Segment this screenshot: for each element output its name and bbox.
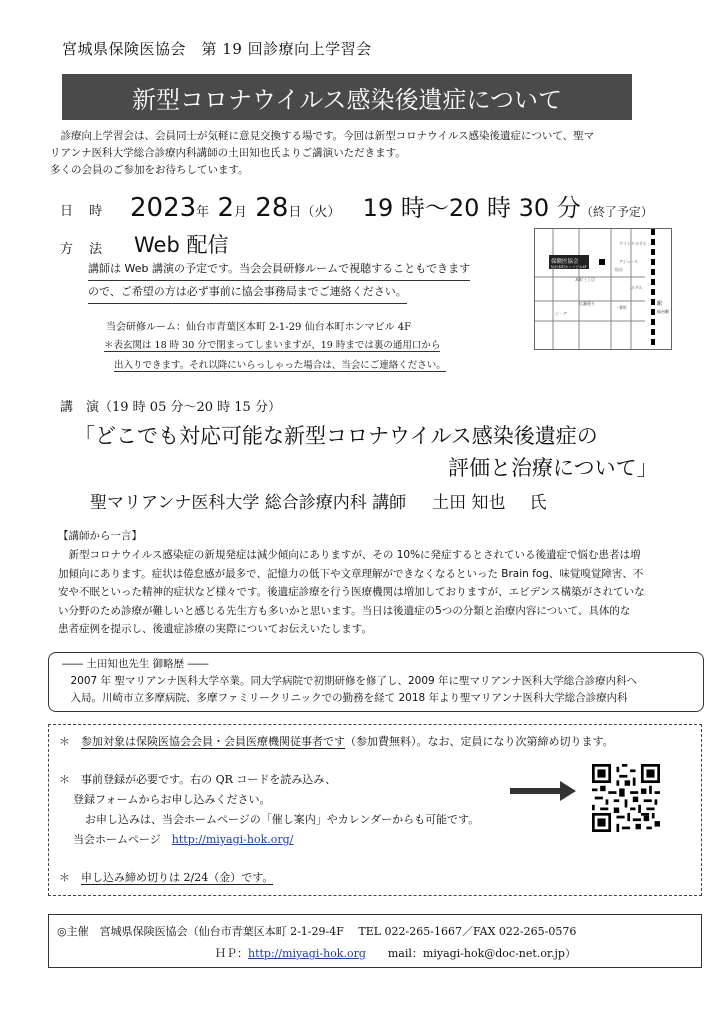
map-pin (599, 259, 605, 265)
page-title: 新型コロナウイルス感染後遺症について (131, 85, 563, 114)
map-office-label: 保険医協会 (551, 259, 579, 265)
intro-line: 診療向上学習会は、会員同士が気軽に意見交換する場です。今回は新型コロナウイルス感染後遺症について、聖マ (50, 130, 595, 142)
bio-line-2: 入局。川崎市立多摩病院、多摩ファミリークリニックでの勤務を経て 2018 年より聖マリアンナ医科大学総合診療内科 (70, 692, 628, 704)
map-label: 仙台本町ホンマビル4F (551, 265, 587, 269)
comment-line: い分野のため診療が難しいと感じる先生方も多いかと思います。当日は後遺症の5つの分類と治療内容について、具体的な (58, 604, 631, 617)
time-note: （終了予定） (580, 205, 653, 219)
footer-contact (215, 945, 576, 961)
lecture-title-line2: 評価と治療について」 (448, 456, 658, 480)
map-label: 一番町 (615, 305, 627, 310)
comment-line: 新型コロナウイルス感染症の新規発症は減少傾向にありますが、その 10%に発症するとされている後遺症で悩む患者は増 (58, 549, 641, 561)
method-label: 方 法 (60, 242, 109, 257)
bullet: ＊ (59, 735, 70, 748)
map-label: 駅 (657, 301, 663, 307)
map-label: ホテル (631, 285, 643, 290)
hp-label: ＨＰ： (215, 947, 248, 960)
comment-heading: 【講師から一言】 (58, 530, 142, 542)
target-rest: （参加費無料）。なお、定員になり次第締め切ります。 (345, 735, 614, 748)
org-header: 宮城県保険医協会 第 19 回診療向上学習会 (62, 40, 372, 58)
lecture-label: 講 演（19 時 05 分～20 時 15 分） (60, 400, 281, 415)
reg-line: 登録フォームからお申し込みください。 (73, 793, 271, 806)
training-room: 当会研修ルーム：仙台市青葉区本町 2-1-29 仙台本町ホンマビル 4F (106, 322, 412, 333)
method-note-line: 講師は Web 講演の予定です。当会会員研修ルームで視聴することもできます (88, 258, 470, 281)
map-label: 仙台 (615, 267, 623, 272)
speaker (90, 488, 547, 513)
comment-line: 安や不眠といった精神的症状など様々です。後遺症診療を行う医療機関は増加しておりますが、エビデンス構築がされていな (58, 586, 645, 598)
event-time: 19 時～20 時 30 分 (362, 194, 581, 222)
comment-line: 患者症例を提示し、後遺症診療の実際についてお伝えいたします。 (58, 623, 372, 635)
footer-hp-link[interactable]: http://miyagi-hok.org (248, 947, 366, 960)
map-graphic (535, 229, 671, 349)
map-label: 本町三丁目 (575, 277, 595, 282)
hp-link[interactable]: http://miyagi-hok.org/ (171, 833, 294, 846)
event-date (130, 188, 653, 223)
date-label: 日 時 (60, 204, 109, 219)
bio-line (60, 690, 700, 707)
day: 28 (255, 193, 289, 223)
month-unit: 月 (234, 205, 248, 220)
method-note (88, 258, 538, 304)
reg-line: 事前登録が必要です。右の QR コードを読み込み、 (81, 773, 337, 786)
intro-text (50, 128, 690, 179)
bio-text (60, 673, 700, 707)
deadline-text: 申し込み締め切りは 2/24（金）です。 (81, 871, 274, 884)
target-text: 参加対象は保険医協会会員・会員医療機関従事者です (81, 735, 345, 748)
intro-line: 多くの会員のご参加をお待ちしています。 (50, 164, 249, 176)
location-map (534, 228, 672, 350)
year: 2023 (130, 193, 197, 223)
room-note: ＊表玄関は 18 時 30 分で閉まってしまいますが、19 時までは裏の通用口から (104, 337, 440, 352)
intro-line: リアンナ医科大学総合診療内科講師の土田知也氏よりご講演いただきます。 (50, 147, 406, 159)
lecture-title-line1: 「どこでも対応可能な新型コロナウイルス感染後遺症の (74, 424, 598, 448)
title-banner (62, 74, 632, 120)
info-deadline (59, 869, 273, 885)
day-unit: 日 (288, 205, 302, 220)
bio-line-1: 2007 年 聖マリアンナ医科大学卒業。同大学病院で初期研修を修了し、2009 年に聖マリアンナ医科大学総合診療内科へ (70, 675, 638, 687)
host-info: ◎主催 宮城県保険医協会（仙台市青葉区本町 2-1-29-4F TEL 022-265-1667／FAX 022-265-0576 (57, 925, 577, 938)
bullet: ＊ (59, 871, 70, 884)
method-note-line: ので、ご希望の方は必ず事前に協会事務局までご連絡ください。 (88, 281, 407, 304)
room-note: 出入りできます。それ以降にいらっしゃった場合は、当会にご連絡ください。 (114, 357, 446, 372)
speaker-honorific: 氏 (529, 493, 547, 513)
arrow-right-icon (510, 781, 576, 801)
hp-row (73, 831, 293, 847)
reg-line: お申し込みは、当会ホームページの「催し案内」やカレンダーからも可能です。 (85, 813, 480, 826)
month: 2 (217, 193, 234, 223)
speaker-comment (58, 546, 698, 639)
map-label: 広瀬通り (579, 301, 595, 306)
comment-line: 加傾向にあります。症状は倦怠感が最多で、記憶力の低下や文章理解ができなくなるといった Brain fog、味覚嗅覚障害、不 (58, 567, 644, 580)
method-value: Web 配信 (134, 233, 229, 257)
speaker-org: 聖マリアンナ医科大学 総合診療内科 講師 (90, 493, 407, 513)
info-target (59, 733, 614, 749)
map-label: グランドホテル (619, 241, 647, 246)
info-registration (59, 771, 336, 787)
qr-code-icon[interactable] (592, 764, 660, 832)
bio-heading: ―― 土田知也先生 御略歴 ―― (62, 658, 209, 670)
bio-line (60, 673, 700, 690)
footer-mail: mail：miyagi-hok@doc-net.or.jp） (387, 947, 576, 960)
map-label: ジ・ア (555, 311, 567, 316)
year-unit: 年 (196, 205, 210, 220)
hp-label: 当会ホームページ (73, 833, 161, 846)
bullet: ＊ (59, 773, 70, 786)
weekday: （火） (301, 205, 341, 220)
map-label: アジェール (619, 259, 639, 264)
speaker-name: 土田 知也 (432, 493, 506, 513)
footer-box (48, 914, 702, 968)
map-label: 仙台駅 (657, 309, 669, 314)
